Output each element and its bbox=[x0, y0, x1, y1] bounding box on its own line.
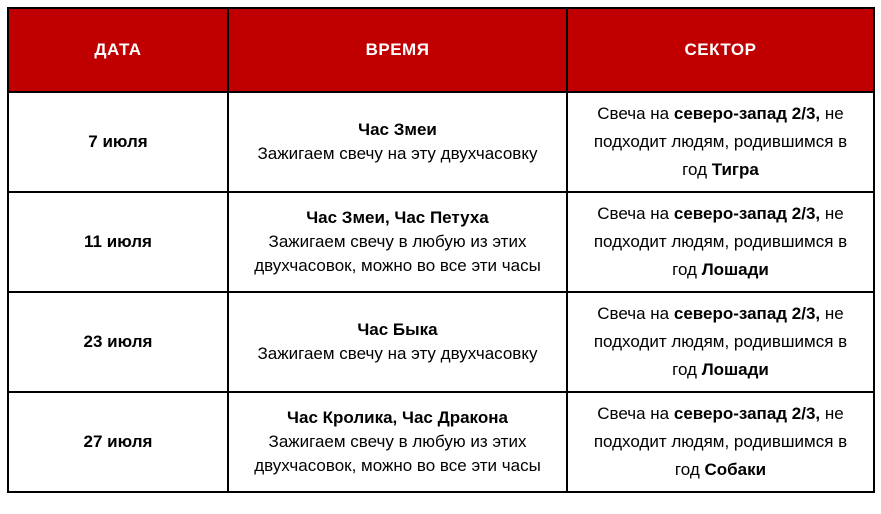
zodiac-year-bold: Собаки bbox=[704, 460, 767, 479]
sector-cell bbox=[567, 292, 874, 392]
zodiac-year-bold: Тигра bbox=[711, 160, 759, 179]
sector-text: не bbox=[820, 304, 844, 323]
sector-direction-bold: северо-запад 2/3, bbox=[673, 104, 821, 123]
sector-direction-bold: северо-запад 2/3, bbox=[673, 404, 821, 423]
sector-line-3 bbox=[574, 156, 867, 184]
sector-line-2: подходит людям, родившимся в bbox=[593, 432, 848, 451]
time-description: Зажигаем свечу на эту двухчасовку bbox=[257, 144, 538, 163]
time-cell bbox=[228, 192, 567, 292]
table-header-row bbox=[8, 8, 874, 92]
sector-line-3 bbox=[574, 356, 867, 384]
sector-cell bbox=[567, 92, 874, 192]
header-cell-time: ВРЕМЯ bbox=[228, 8, 567, 92]
time-title: Час Быка bbox=[357, 320, 438, 339]
sector-text: Свеча на bbox=[597, 104, 674, 123]
sector-text: Свеча на bbox=[597, 304, 674, 323]
time-cell bbox=[228, 92, 567, 192]
sector-line-1 bbox=[574, 100, 867, 128]
time-title: Час Змеи bbox=[358, 120, 437, 139]
table-row bbox=[8, 392, 874, 492]
sector-line-2: подходит людям, родившимся в bbox=[593, 232, 848, 251]
zodiac-year-bold: Лошади bbox=[701, 360, 769, 379]
sector-line-1 bbox=[574, 200, 867, 228]
table-row bbox=[8, 92, 874, 192]
date-cell: 7 июля bbox=[8, 92, 228, 192]
candle-schedule-table bbox=[7, 7, 875, 493]
date-cell: 23 июля bbox=[8, 292, 228, 392]
date-cell: 11 июля bbox=[8, 192, 228, 292]
sector-text: год bbox=[672, 360, 702, 379]
sector-line-1 bbox=[574, 400, 867, 428]
time-cell bbox=[228, 292, 567, 392]
sector-line-2: подходит людям, родившимся в bbox=[593, 132, 848, 151]
sector-direction-bold: северо-запад 2/3, bbox=[673, 204, 821, 223]
time-description: Зажигаем свечу на эту двухчасовку bbox=[257, 344, 538, 363]
sector-line-2: подходит людям, родившимся в bbox=[593, 332, 848, 351]
sector-text: не bbox=[820, 404, 844, 423]
header-cell-sector: СЕКТОР bbox=[567, 8, 874, 92]
time-cell bbox=[228, 392, 567, 492]
sector-text: год bbox=[672, 260, 702, 279]
sector-text: год bbox=[682, 160, 712, 179]
sector-cell bbox=[567, 192, 874, 292]
sector-text: Свеча на bbox=[597, 204, 674, 223]
time-title: Час Кролика, Час Дракона bbox=[287, 408, 508, 427]
time-description: Зажигаем свечу в любую из этих bbox=[268, 432, 527, 451]
sector-text: не bbox=[820, 104, 844, 123]
zodiac-year-bold: Лошади bbox=[701, 260, 769, 279]
sector-text: не bbox=[820, 204, 844, 223]
time-description: двухчасовок, можно во все эти часы bbox=[254, 456, 541, 475]
header-cell-date: ДАТА bbox=[8, 8, 228, 92]
sector-text: Свеча на bbox=[597, 404, 674, 423]
table-row bbox=[8, 192, 874, 292]
sector-line-1 bbox=[574, 300, 867, 328]
table-row bbox=[8, 292, 874, 392]
sector-line-3 bbox=[574, 256, 867, 284]
sector-cell bbox=[567, 392, 874, 492]
time-description: двухчасовок, можно во все эти часы bbox=[254, 256, 541, 275]
time-description: Зажигаем свечу в любую из этих bbox=[268, 232, 527, 251]
date-cell: 27 июля bbox=[8, 392, 228, 492]
sector-direction-bold: северо-запад 2/3, bbox=[673, 304, 821, 323]
sector-text: год bbox=[674, 460, 705, 479]
time-title: Час Змеи, Час Петуха bbox=[306, 208, 489, 227]
sector-line-3 bbox=[574, 456, 867, 484]
